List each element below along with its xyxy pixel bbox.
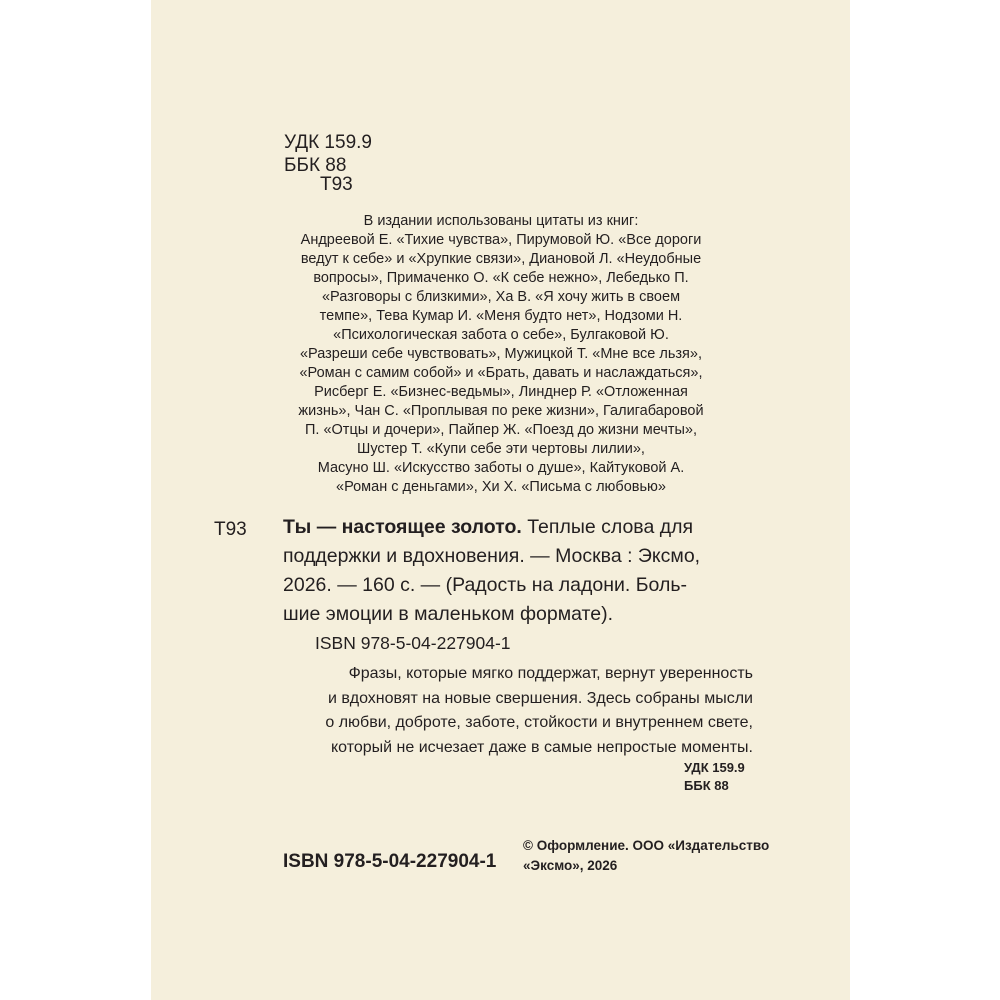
quotes-line: Рисберг Е. «Бизнес-ведьмы», Линднер Р. «Отложенная xyxy=(314,384,688,400)
copyright-line: © Оформление. ООО «Издательство xyxy=(523,838,770,853)
isbn-record: ISBN 978-5-04-227904-1 xyxy=(315,633,511,653)
bibliographic-record xyxy=(283,513,767,629)
quotes-line: вопросы», Примаченко О. «К себе нежно», Лебедько П. xyxy=(313,270,689,286)
quotes-line: В издании использованы цитаты из книг: xyxy=(363,213,639,229)
bottom-classification xyxy=(684,759,745,795)
quotes-note xyxy=(282,212,720,497)
annotation-line: Фразы, которые мягко поддержат, вернут уверенность xyxy=(348,665,753,682)
bbk-code: ББК 88 xyxy=(684,778,729,793)
quotes-line: П. «Отцы и дочери», Пайпер Ж. «Поезд до жизни мечты», xyxy=(304,422,697,438)
quotes-line: Масуно Ш. «Искусство заботы о душе», Кайтуковой А. xyxy=(317,460,685,476)
record-line xyxy=(283,513,767,542)
record-line: шие эмоции в маленьком формате). xyxy=(283,603,613,625)
author-code-record: Т93 xyxy=(214,519,247,540)
annotation xyxy=(283,662,753,760)
udk-code: УДК 159.9 xyxy=(684,760,745,775)
quotes-line: Андреевой Е. «Тихие чувства», Пирумовой Ю. «Все дороги xyxy=(300,232,702,248)
udk-code: УДК 159.9 xyxy=(284,132,372,153)
record-line: 2026. — 160 с. — (Радость на ладони. Боль- xyxy=(283,574,687,596)
quotes-line: «Роман с самим собой» и «Брать, давать и наслаждаться», xyxy=(299,365,703,381)
quotes-line: ведут к себе» и «Хрупкие связи», Диановой Л. «Неудобные xyxy=(300,251,702,267)
record-line: поддержки и вдохновения. — Москва : Эксмо, xyxy=(283,545,701,567)
quotes-line: «Разговоры с близкими», Ха В. «Я хочу жить в своем xyxy=(321,289,681,305)
quotes-line: «Разреши себе чувствовать», Мужицкой Т. «Мне все льзя», xyxy=(299,346,703,362)
book-title: Ты — настоящее золото. xyxy=(283,516,522,538)
copyright-line: «Эксмо», 2026 xyxy=(523,858,618,873)
annotation-line: который не исчезает даже в самые непростые моменты. xyxy=(331,738,753,756)
quotes-line: «Роман с деньгами», Хи Х. «Письма с любовью» xyxy=(336,479,666,495)
record-subtitle-start: Теплые слова для xyxy=(521,516,694,538)
quotes-line: «Психологическая забота о себе», Булгаковой Ю. xyxy=(333,327,669,343)
quotes-line: Шустер Т. «Купи себе эти чертовы лилии», xyxy=(357,441,645,457)
annotation-line: и вдохновят на новые свершения. Здесь собраны мысли xyxy=(328,689,753,707)
quotes-line: жизнь», Чан С. «Проплывая по реке жизни», Галигабаровой xyxy=(298,403,704,419)
author-code-top: Т93 xyxy=(320,174,353,195)
top-classification xyxy=(284,131,372,177)
annotation-line: о любви, доброте, заботе, стойкости и внутреннем свете, xyxy=(325,714,753,731)
quotes-line: темпе», Тева Кумар И. «Меня будто нет», Нодзоми Н. xyxy=(319,308,683,324)
copyright xyxy=(523,836,769,876)
isbn-footer: ISBN 978-5-04-227904-1 xyxy=(283,851,497,872)
bbk-code: ББК 88 xyxy=(284,155,347,176)
